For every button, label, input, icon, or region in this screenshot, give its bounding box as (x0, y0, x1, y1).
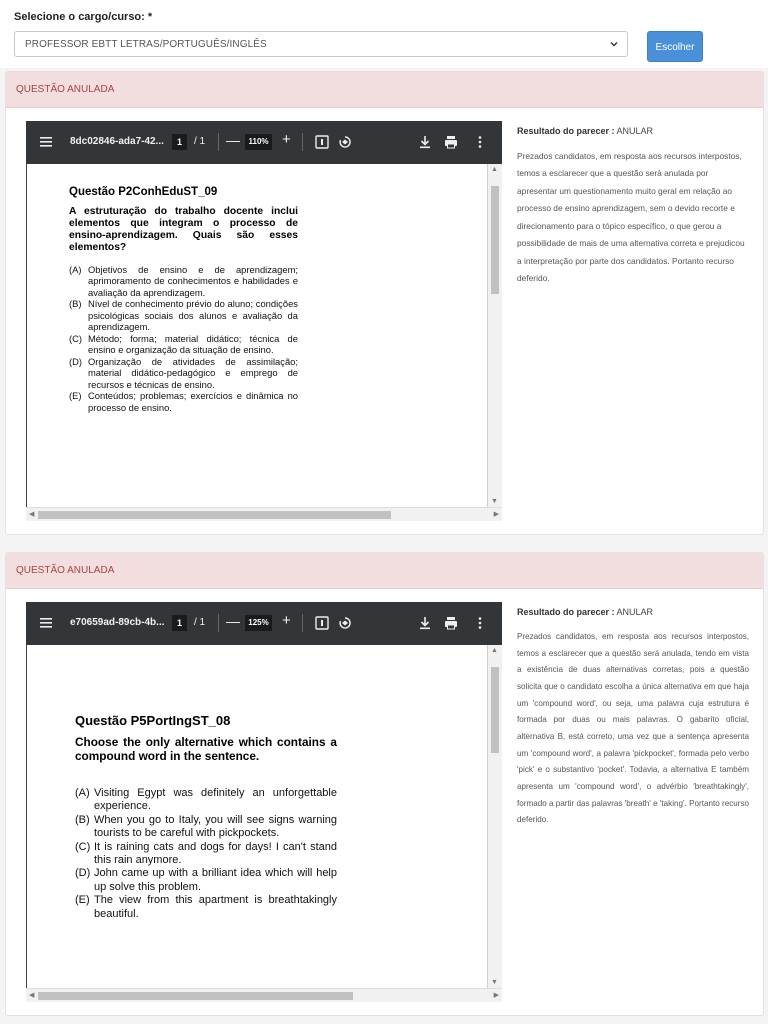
pdf-filename: 8dc02846-ada7-42... (70, 136, 164, 147)
scroll-thumb[interactable] (38, 511, 391, 519)
result-heading: Resultado do parecer : ANULAR (517, 126, 654, 136)
course-select-label: Selecione o cargo/curso: * (14, 11, 153, 23)
page-number-input[interactable]: 1 (172, 615, 187, 631)
toolbar-divider (218, 614, 219, 632)
more-options-icon[interactable] (472, 134, 488, 150)
zoom-out-icon[interactable]: — (226, 613, 240, 629)
toolbar-divider (218, 133, 219, 151)
zoom-in-icon[interactable]: + (282, 131, 291, 148)
choose-button[interactable]: Escolher (647, 31, 703, 62)
pdf-filename: e70659ad-89cb-4b... (70, 617, 165, 628)
options-list (69, 264, 298, 413)
option-d: (D) John came up with a brilliant idea which will help up solve this problem. (75, 867, 337, 893)
card-header: QUESTÃO ANULADA (6, 72, 763, 108)
pdf-page (26, 645, 488, 988)
fit-page-icon[interactable] (314, 134, 330, 150)
scroll-thumb[interactable] (38, 992, 353, 1000)
pdf-page (26, 164, 488, 507)
result-heading: Resultado do parecer : ANULAR (517, 607, 654, 617)
annulled-question-card-2 (5, 552, 764, 1016)
scroll-down-icon[interactable]: ▼ (491, 979, 498, 986)
scroll-down-icon[interactable]: ▼ (491, 498, 498, 505)
pdf-page-area (26, 645, 502, 988)
menu-icon[interactable] (40, 136, 54, 148)
horizontal-scrollbar[interactable] (26, 507, 502, 521)
menu-icon[interactable] (40, 617, 54, 629)
page-total: / 1 (194, 617, 206, 628)
option-e: (E) Conteúdos; problemas; exercícios e dinâmica no processo de ensino. (69, 390, 298, 413)
page-number-input[interactable]: 1 (172, 134, 187, 150)
option-d: (D) Organização de atividades de assimilação; material didático-pedagógico e emprego de recursos e técnicas de ensino. (69, 355, 298, 390)
scroll-left-icon[interactable]: ◀ (29, 511, 35, 518)
course-select[interactable] (14, 31, 628, 57)
scroll-left-icon[interactable]: ◀ (29, 992, 35, 999)
option-a: (A) Objetivos de ensino e de aprendizagem; aprimoramento de conhecimentos e habilidades e avaliação da aprendizagem. (69, 264, 298, 298)
horizontal-scrollbar[interactable] (26, 988, 502, 1002)
print-icon[interactable] (443, 134, 459, 150)
zoom-level[interactable]: 110% (245, 134, 272, 150)
scroll-thumb[interactable] (491, 667, 499, 753)
review-result (517, 126, 749, 288)
zoom-out-icon[interactable]: — (226, 132, 240, 148)
pdf-viewer[interactable] (26, 121, 502, 521)
question-stem: Choose the only alternative which contains a compound word in the sentence. (75, 735, 337, 763)
scroll-up-icon[interactable]: ▲ (491, 647, 498, 654)
pdf-page-area (26, 164, 502, 507)
pdf-viewer[interactable] (26, 602, 502, 1002)
zoom-in-icon[interactable]: + (282, 612, 291, 629)
vertical-scrollbar[interactable] (488, 164, 502, 507)
result-text: Prezados candidatos, em resposta aos recursos interpostos, temos a esclarecer que a questão será anulada por apresentar um questionamento muito geral em relação ao processo de ensino aprendizagem, sem o devido recorte e direcionamento para o tópico específico, o que gerou a possibilidade de mais de uma alternativa correta e prejudicou a interpretação por parte dos candidatos. Portanto recurso deferido. (517, 151, 745, 284)
pdf-toolbar (26, 602, 502, 645)
option-e: (E) The view from this apartment is breathtakingly beautiful. (75, 894, 337, 920)
scroll-up-icon[interactable]: ▲ (491, 166, 498, 173)
download-icon[interactable] (417, 615, 433, 631)
chevron-down-icon (607, 37, 621, 51)
options-list (75, 787, 337, 921)
scroll-thumb[interactable] (491, 186, 499, 294)
rotate-icon[interactable] (337, 134, 353, 150)
card-header: QUESTÃO ANULADA (6, 553, 763, 589)
course-selector-panel (0, 0, 768, 68)
result-text: Prezados candidatos, em resposta aos recursos interpostos, temos a esclarecer que a questão será anulada, tendo em vista a existência de duas alternativas corretas, pois a questão solicita que o candidato escolha a única alternativa em que haja um 'compound word', ou seja, uma palavra cuja estrutura é formada por duas ou mais palavras. O gabarito oficial, alternativa B, está correto, uma vez que a sentença apresenta um 'compound word', a palavra 'pickpocket', formada pelo verbo 'pick' e o substantivo 'pocket'. Todavia, a alternativa E também apresenta um 'compound word', o advérbio 'breathtakingly', formado a partir das palavras 'breath' e 'taking'. Portanto recurso deferido. (517, 632, 749, 825)
more-options-icon[interactable] (472, 615, 488, 631)
fit-page-icon[interactable] (314, 615, 330, 631)
zoom-level[interactable]: 125% (245, 615, 272, 631)
annulled-question-card-1 (5, 71, 764, 535)
pdf-toolbar (26, 121, 502, 164)
course-select-value: PROFESSOR EBTT LETRAS/PORTUGUÊS/INGLÊS (25, 39, 267, 50)
option-c: (C) Método; forma; material didático; técnica de ensino e organização da situação de ensino. (69, 332, 298, 356)
toolbar-divider (302, 133, 303, 151)
option-c: (C) It is raining cats and dogs for days! I can't stand this rain anymore. (75, 840, 337, 867)
question-title: Questão P5PortIngST_08 (75, 713, 231, 728)
vertical-scrollbar[interactable] (488, 645, 502, 988)
review-result (517, 607, 749, 829)
page-total: / 1 (194, 136, 206, 147)
download-icon[interactable] (417, 134, 433, 150)
result-value: ANULAR (616, 126, 654, 136)
option-a: (A) Visiting Egypt was definitely an unforgettable experience. (75, 787, 337, 813)
question-stem: A estruturação do trabalho docente inclui elementos que integram o processo de ensino-aprendizagem. Quais são esses elementos? (69, 206, 298, 254)
rotate-icon[interactable] (337, 615, 353, 631)
option-b: (B) When you go to Italy, you will see signs warning tourists to be careful with pickpockets. (75, 813, 337, 840)
question-title: Questão P2ConhEduST_09 (69, 186, 218, 198)
option-b: (B) Nível de conhecimento prévio do aluno; condições psicológicas sociais dos alunos e avaliação da aprendizagem. (69, 298, 298, 333)
scroll-right-icon[interactable]: ▶ (493, 992, 499, 999)
print-icon[interactable] (443, 615, 459, 631)
toolbar-divider (302, 614, 303, 632)
result-value: ANULAR (616, 607, 654, 617)
scroll-right-icon[interactable]: ▶ (493, 511, 499, 518)
